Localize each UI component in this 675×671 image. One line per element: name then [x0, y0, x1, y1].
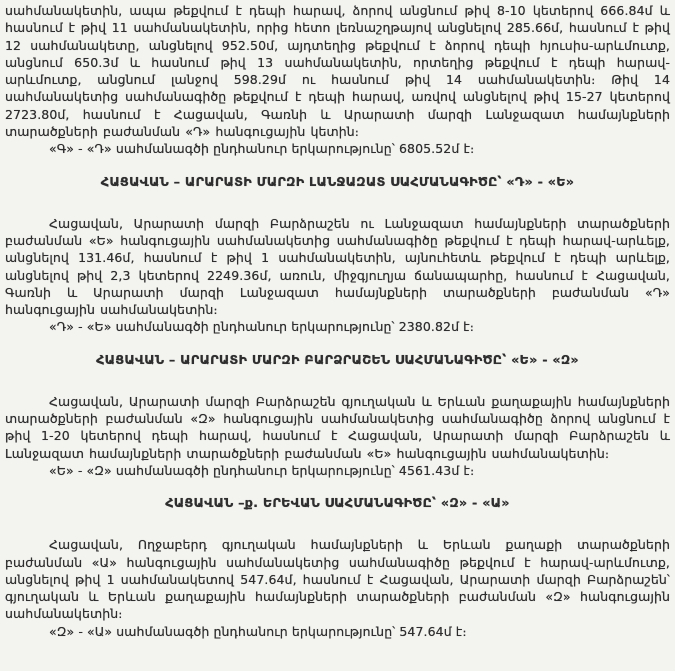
section-heading: ՀԱՑԱՎԱՆ – ԱՐԱՐԱՏԻ ՄԱՐԶԻ ԼԱՆՋԱԶԱՏ ՍԱՀՄԱՆԱԳԻԾԸ՝ «Դ» - «Ե»	[100, 174, 575, 190]
boundary-description-paragraph: սահմանակետին, ապա թեքվում է դեպի հարավ, ձորով անցնում թիվ 8-10 կետերով 666.84մ և հասնում է թիվ 11 սահմանակետին, որից հետո լեռնաշղթայով անցնելով 285.66մ, հասնում է թիվ 12 սահմանակետը, անցնելով 952.50մ, այդտեղից թեքվում է ձորով դեպի հյուսիս-արևմուտք, անցնում 650.3մ և հասնում թիվ 13 սահմանակետին, որտեղից թեքվում է դեպի հարավ-արևմուտք, անցնում լանջով 598.29մ ու հասնում թիվ 14 սահմանակետին։ Թիվ 14 սահմանակետից սահմանագիծը թեքվում է դեպի հարավ, առվով անցնելով թիվ 15-27 կետերով 2723.80մ, հասնում է Հացավան, Գառնի և Արարատի մարզի Լանջազատ համայնքների տարածքների բաժանման «Դ» հանգուցային կետին։	[5, 3, 670, 140]
total-length-line: «Զ» - «Ա» սահմանագծի ընդհանուր երկարությունը՝ 547.64մ է։	[49, 623, 467, 639]
section-boundary-e-z	[5, 353, 670, 479]
section-boundary-z-a	[5, 496, 670, 640]
boundary-description-paragraph: Հացավան, Արարատի մարզի Բարձրաշեն ու Լանջազատ համայնքների տարածքների բաժանման «Ե» հանգուցային սահմանակետից սահմանագիծը թեքվում է դեպի հարավ-արևելք, անցնելով 131.46մ, հասնում է թիվ 1 սահմանակետին, այնուհետև թեքվում է դեպի արևելք, անցնելով թիվ 2,3 կետերով 2249.36մ, առուն, միջգյուղյա ճանապարհը, հասնում է Հացավան, Գառնի և Արարատի մարզի Լանջազատ համայնքների տարածքների բաժանման «Դ» հանգուցային սահմանակետին։	[5, 215, 670, 318]
total-length-line: «Դ» - «Ե» սահմանագծի ընդհանուր երկարությունը՝ 2380.82մ է։	[49, 319, 475, 335]
section-boundary-d-e	[5, 175, 670, 336]
total-length-line: «Գ» - «Դ» սահմանագծի ընդհանուր երկարությունը՝ 6805.52մ է։	[49, 141, 475, 157]
section-heading: ՀԱՑԱՎԱՆ –ք. ԵՐԵՎԱՆ ՍԱՀՄԱՆԱԳԻԾԸ՝ «Զ» - «Ա»	[165, 496, 510, 512]
section-heading: ՀԱՑԱՎԱՆ – ԱՐԱՐԱՏԻ ՄԱՐԶԻ ԲԱՐՁՐԱՇԵՆ ՍԱՀՄԱՆԱԳԻԾԸ՝ «Ե» - «Զ»	[96, 352, 579, 368]
boundary-description-paragraph: Հացավան, Ողջաբերդ գյուղական համայնքների և Երևան քաղաքի տարածքների բաժանման «Ա» հանգուցային սահմանակետից սահմանագիծը թեքվում է հարավ-արևմուտք, անցնելով թիվ 1 սահմանակետով 547.64մ, հասնում է Հացավան, Արարատի մարզի Բարձրաշեն՝ գյուղական և Երևան քաղաքային համայնքների տարածքների բաժանման «Զ» հանգուցային սահմանակետին։	[5, 537, 670, 622]
section-boundary-g-d	[5, 2, 670, 158]
boundary-description-paragraph: Հացավան, Արարատի մարզի Բարձրաշեն գյուղական և Երևան քաղաքային համայնքների տարածքների բաժանման «Զ» հանգուցային սահմանակետից սահմանագիծը ձորով անցնում է թիվ 1-20 կետերով դեպի հարավ, հասնում է Հացավան, Արարատի մարզի Բարձրաշեն և Լանջազատ համայնքների տարածքների բաժանման «Ե» հանգուցային սահմանակետին։	[5, 393, 670, 461]
total-length-line: «Ե» - «Զ» սահմանագծի ընդհանուր երկարությունը՝ 4561.43մ է։	[49, 462, 475, 478]
